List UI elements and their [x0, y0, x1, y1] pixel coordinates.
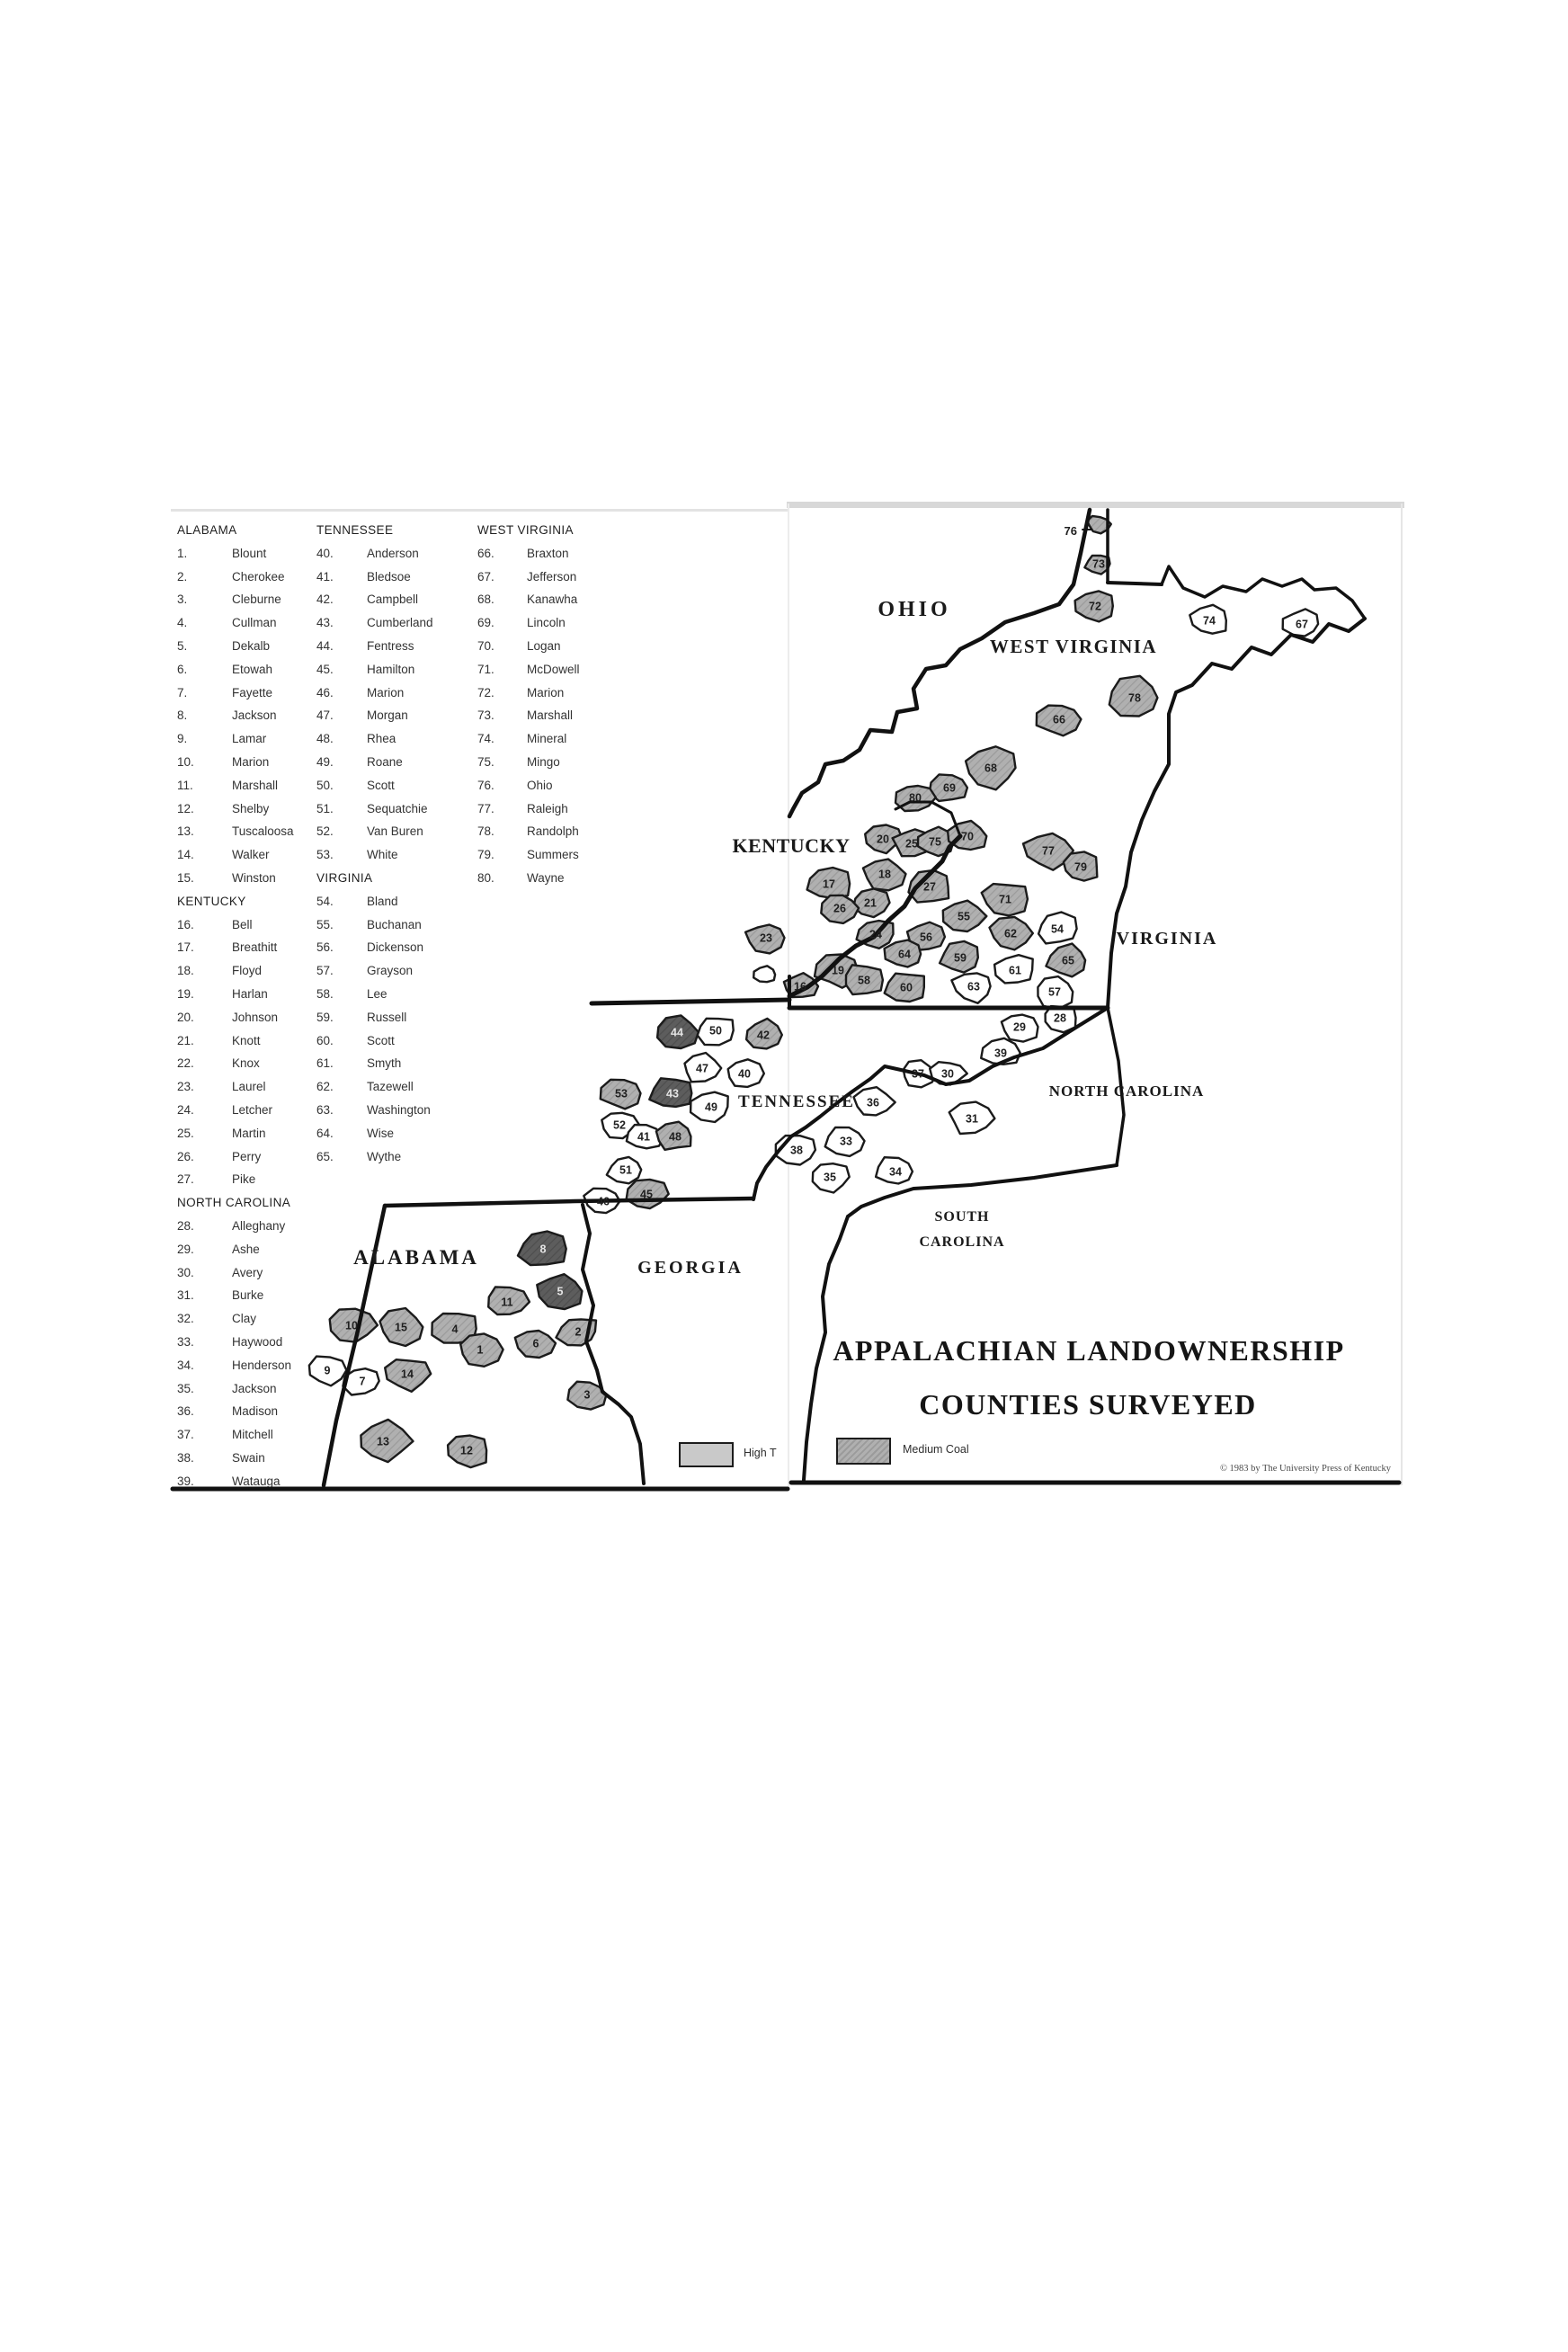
county-number: 56.: [316, 940, 334, 955]
county-number: 72.: [477, 685, 494, 699]
county-name: Marion: [527, 685, 565, 699]
county-number: 52.: [316, 824, 334, 839]
county-number-label: 80: [909, 791, 922, 805]
county-number-label: 16: [794, 980, 806, 993]
county-name: Logan: [527, 639, 561, 653]
state-label-georgia: GEORGIA: [637, 1258, 744, 1278]
county-number-label-outside: 76: [1064, 524, 1077, 538]
county-number: 70.: [477, 639, 494, 653]
county-number: 8.: [177, 708, 188, 723]
county-number: 45.: [316, 662, 334, 676]
county-name: Buchanan: [367, 917, 422, 931]
county-number: 73.: [477, 708, 494, 723]
county-name: Bland: [367, 894, 398, 908]
county-number: 27.: [177, 1172, 194, 1187]
county-name: Scott: [367, 1033, 395, 1047]
county-number: 13.: [177, 824, 194, 839]
county-name: Marshall: [527, 708, 574, 723]
county-number-label: 18: [878, 868, 891, 881]
county-number-label: 7: [359, 1375, 366, 1388]
county-number: 22.: [177, 1056, 194, 1071]
county-number: 58.: [316, 987, 334, 1001]
county-name: Letcher: [232, 1103, 273, 1117]
county-number-label: 55: [958, 910, 970, 923]
county-name: Washington: [367, 1103, 431, 1117]
county-number: 32.: [177, 1312, 194, 1326]
county-number: 80.: [477, 871, 494, 885]
county-name: Summers: [527, 848, 579, 862]
county-number: 41.: [316, 569, 334, 584]
county-number: 33.: [177, 1335, 194, 1349]
county-number-label: 9: [324, 1364, 331, 1377]
county-number: 50.: [316, 778, 334, 792]
county-number: 48.: [316, 732, 334, 746]
county-number-label: 36: [867, 1096, 879, 1109]
state-border: [592, 1000, 789, 1003]
state-label-west-virginia: WEST VIRGINIA: [989, 636, 1158, 657]
county-name: Jackson: [232, 1381, 277, 1395]
county-number: 78.: [477, 824, 494, 839]
county-name: Ohio: [527, 778, 553, 792]
county-number-label: 4: [451, 1323, 459, 1336]
county-name: Bledsoe: [367, 569, 411, 584]
county-name: Kanawha: [527, 592, 578, 607]
county-number-label: 37: [912, 1067, 924, 1081]
county-number-label: 63: [967, 980, 980, 993]
legend-label-high: High T: [744, 1447, 777, 1459]
state-label-kentucky: KENTUCKY: [732, 834, 851, 857]
county-name: Braxton: [527, 546, 569, 560]
state-border: [789, 510, 1090, 816]
county-number-label: 14: [401, 1368, 414, 1381]
state-border: [1108, 619, 1365, 1008]
county-number-label: 74: [1203, 614, 1216, 628]
county-name: Morgan: [367, 708, 408, 723]
county-name: Tazewell: [367, 1080, 414, 1094]
county-name: Tuscaloosa: [232, 824, 294, 839]
state-border: [1108, 583, 1162, 584]
county-number: 5.: [177, 639, 188, 653]
county-number-label: 66: [1053, 713, 1065, 726]
county-name: Russell: [367, 1010, 407, 1024]
county-number-label: 51: [619, 1163, 632, 1177]
county-name: Dickenson: [367, 940, 424, 955]
county-number-label: 38: [790, 1144, 803, 1157]
county-number: 29.: [177, 1242, 194, 1256]
county-name: Floyd: [232, 964, 263, 978]
county-number-label: 45: [640, 1188, 653, 1201]
county-number: 44.: [316, 639, 334, 653]
county-name: Wythe: [367, 1149, 402, 1163]
county-number: 57.: [316, 964, 334, 978]
county-number: 59.: [316, 1010, 334, 1024]
county-number: 62.: [316, 1080, 334, 1094]
county-number-label: 57: [1048, 985, 1061, 999]
county-name: Madison: [232, 1404, 279, 1419]
county-number: 51.: [316, 801, 334, 815]
county-number: 53.: [316, 848, 334, 862]
county-name: Cumberland: [367, 616, 433, 630]
county-name: Randolph: [527, 824, 579, 839]
county-name: Laurel: [232, 1080, 266, 1094]
county-number: 4.: [177, 616, 188, 630]
county-number-label: 11: [501, 1296, 513, 1309]
county-name: Campbell: [367, 592, 419, 607]
county-number: 60.: [316, 1033, 334, 1047]
county-number: 26.: [177, 1149, 194, 1163]
county-number: 20.: [177, 1010, 194, 1024]
county-number-label: 67: [1296, 618, 1308, 631]
county-number: 65.: [316, 1149, 334, 1163]
county-number-label: 34: [889, 1165, 902, 1179]
county-name: Smyth: [367, 1056, 402, 1071]
county-number: 9.: [177, 732, 188, 746]
county-number-label: 65: [1062, 954, 1074, 967]
county-number: 3.: [177, 592, 188, 607]
state-label-tennessee: TENNESSEE: [738, 1092, 855, 1111]
state-border: [583, 1205, 644, 1483]
county-number: 18.: [177, 964, 194, 978]
county-number: 71.: [477, 662, 494, 676]
county-number: 17.: [177, 940, 194, 955]
county-name: Henderson: [232, 1358, 292, 1372]
county-number-label: 27: [923, 880, 936, 894]
county-name: Blount: [232, 546, 267, 560]
county-number-label: 60: [900, 981, 913, 994]
county-number-label: 23: [760, 931, 772, 945]
county-number-label: 1: [477, 1343, 484, 1357]
county-name: Wise: [367, 1126, 394, 1140]
county-number-label: 28: [1054, 1011, 1066, 1025]
county-name: Cullman: [232, 616, 277, 630]
map-title-line2: COUNTIES SURVEYED: [919, 1388, 1257, 1421]
county-number-label: 46: [597, 1195, 610, 1208]
state-border: [385, 1195, 753, 1208]
county-name: Watauga: [232, 1474, 281, 1488]
county-number-label: 70: [961, 830, 974, 843]
county-number: 67.: [477, 569, 494, 584]
county-number: 61.: [316, 1056, 334, 1071]
county-name: Swain: [232, 1451, 265, 1465]
county-name: Grayson: [367, 964, 414, 978]
state-section-header: VIRGINIA: [316, 871, 373, 885]
county-name: Bell: [232, 917, 253, 931]
county-name: Winston: [232, 871, 276, 885]
county-number: 37.: [177, 1428, 194, 1442]
county-number: 10.: [177, 755, 194, 769]
county-number: 38.: [177, 1451, 194, 1465]
county-number-label: 3: [584, 1388, 591, 1402]
legend-label-medium: Medium Coal: [903, 1443, 969, 1456]
county-number-label: 35: [824, 1171, 836, 1184]
county-number-label: 29: [1013, 1020, 1026, 1034]
county-name: Jackson: [232, 708, 277, 723]
state-section-header: ALABAMA: [177, 523, 237, 537]
county-name: Raleigh: [527, 801, 568, 815]
county-number-label: 56: [920, 931, 932, 944]
county-number-label: 44: [671, 1026, 683, 1039]
county-number-label: 68: [984, 762, 997, 775]
state-label-south: SOUTH: [934, 1209, 990, 1225]
county-name: Rhea: [367, 732, 396, 746]
county-number: 75.: [477, 755, 494, 769]
county-number: 31.: [177, 1288, 194, 1303]
county-number: 39.: [177, 1474, 194, 1488]
county-number-label: 72: [1089, 600, 1101, 613]
county-number-label: 53: [615, 1087, 628, 1100]
county-number-label: 62: [1004, 927, 1017, 940]
state-label-alabama: ALABAMA: [353, 1246, 479, 1269]
county-number: 30.: [177, 1265, 194, 1279]
county-number-label: 61: [1009, 964, 1021, 977]
county-number: 47.: [316, 708, 334, 723]
county-number-label: 43: [666, 1087, 679, 1100]
state-label-carolina: CAROLINA: [919, 1234, 1005, 1250]
county-number-label: 21: [864, 896, 877, 910]
county-number: 36.: [177, 1404, 194, 1419]
county-name: Clay: [232, 1312, 257, 1326]
county-number-label: 58: [858, 974, 870, 987]
county-name: Walker: [232, 848, 270, 862]
county-number-label: 25: [905, 837, 918, 851]
county-number-label: 50: [709, 1024, 722, 1038]
state-section-header: TENNESSEE: [316, 523, 394, 537]
county-number: 74.: [477, 732, 494, 746]
county-number: 28.: [177, 1219, 194, 1233]
county-name: White: [367, 848, 398, 862]
county-name: Mineral: [527, 732, 567, 746]
county-number: 40.: [316, 546, 334, 560]
county-number-label: 77: [1042, 844, 1055, 858]
county-number-label: 8: [539, 1243, 547, 1256]
county-number-label: 12: [460, 1444, 473, 1457]
county-number-label: 15: [395, 1321, 407, 1334]
county-number-label: 2: [575, 1325, 582, 1339]
county-number-label: 10: [345, 1319, 358, 1332]
county-number: 66.: [477, 546, 494, 560]
county-name: Harlan: [232, 987, 268, 1001]
county-name: Anderson: [367, 546, 419, 560]
county-number-label: 20: [877, 833, 889, 846]
county-name: Roane: [367, 755, 403, 769]
legend-swatch-high: [679, 1442, 734, 1467]
county-number: 55.: [316, 917, 334, 931]
county-number: 54.: [316, 894, 334, 908]
county-number-label: 31: [966, 1112, 978, 1126]
county-name: Hamilton: [367, 662, 415, 676]
county-number: 79.: [477, 848, 494, 862]
county-number-label: 47: [696, 1062, 708, 1075]
county-number: 6.: [177, 662, 188, 676]
county-number-label: 71: [999, 893, 1011, 906]
county-name: Dekalb: [232, 639, 271, 653]
county-number: 49.: [316, 755, 334, 769]
county-name: Scott: [367, 778, 395, 792]
legend-swatch-medium: [836, 1438, 891, 1465]
county-number: 77.: [477, 801, 494, 815]
county-number-label: 78: [1128, 691, 1141, 705]
county-number-label: 30: [941, 1067, 954, 1081]
county-name: Wayne: [527, 871, 565, 885]
county-number-label: 39: [994, 1047, 1007, 1060]
county-name: Martin: [232, 1126, 266, 1140]
county-number-label: 49: [705, 1100, 717, 1114]
county-name: Haywood: [232, 1335, 283, 1349]
state-label-virginia: VIRGINIA: [1116, 929, 1218, 949]
county-number-label: 69: [943, 781, 956, 795]
county-number-label: 24: [869, 928, 882, 941]
county-name: Sequatchie: [367, 801, 428, 815]
county-number-label: 52: [613, 1118, 626, 1132]
county-number-label: 73: [1092, 557, 1105, 571]
county-number: 42.: [316, 592, 334, 607]
county-number-label: 41: [637, 1130, 650, 1144]
state-label-north-carolina: NORTH CAROLINA: [1048, 1082, 1205, 1100]
county-name: Knox: [232, 1056, 260, 1071]
county-number: 1.: [177, 546, 188, 560]
county-number-label: 48: [669, 1130, 682, 1144]
county-name: Etowah: [232, 662, 273, 676]
county-name: Alleghany: [232, 1219, 286, 1233]
county-name: Mitchell: [232, 1428, 273, 1442]
county-name: Lamar: [232, 732, 267, 746]
county-number: 15.: [177, 871, 194, 885]
copyright-notice: © 1983 by The University Press of Kentucky: [1219, 1464, 1391, 1474]
county-name: Johnson: [232, 1010, 279, 1024]
county-name: Avery: [232, 1265, 263, 1279]
state-border: [1162, 566, 1365, 619]
county-name: Marion: [367, 685, 405, 699]
county-name: Cherokee: [232, 569, 285, 584]
county-number-label: 59: [954, 951, 967, 965]
county-number: 14.: [177, 848, 194, 862]
county-shape: [753, 966, 775, 982]
county-number-label: 13: [377, 1435, 389, 1448]
county-number: 24.: [177, 1103, 194, 1117]
county-number: 19.: [177, 987, 194, 1001]
county-number: 11.: [177, 778, 193, 792]
county-number: 64.: [316, 1126, 334, 1140]
county-name: Knott: [232, 1033, 261, 1047]
county-number: 35.: [177, 1381, 194, 1395]
county-name: Lincoln: [527, 616, 566, 630]
county-number: 7.: [177, 685, 188, 699]
county-name: Fentress: [367, 639, 414, 653]
county-number: 63.: [316, 1103, 334, 1117]
state-section-header: NORTH CAROLINA: [177, 1196, 291, 1210]
county-name: Perry: [232, 1149, 262, 1163]
county-number-label: 79: [1074, 860, 1087, 874]
county-number-label: 17: [823, 878, 835, 891]
county-number: 69.: [477, 616, 494, 630]
county-number: 25.: [177, 1126, 194, 1140]
county-number: 21.: [177, 1033, 194, 1047]
county-number-label: 40: [738, 1067, 751, 1081]
county-number: 2.: [177, 569, 188, 584]
county-number: 68.: [477, 592, 494, 607]
county-name: Lee: [367, 987, 388, 1001]
county-number: 46.: [316, 685, 334, 699]
county-number-label: 6: [532, 1337, 539, 1350]
county-number: 23.: [177, 1080, 194, 1094]
county-name: Jefferson: [527, 569, 577, 584]
state-section-header: KENTUCKY: [177, 894, 246, 908]
county-name: Mingo: [527, 755, 560, 769]
county-number-label: 75: [929, 835, 941, 849]
county-name: Marshall: [232, 778, 279, 792]
map-title-line1: APPALACHIAN LANDOWNERSHIP: [833, 1334, 1345, 1367]
county-number: 76.: [477, 778, 494, 792]
county-number-label: 42: [757, 1029, 770, 1042]
county-name: Fayette: [232, 685, 273, 699]
county-number-label: 5: [557, 1285, 564, 1298]
state-section-header: WEST VIRGINIA: [477, 523, 574, 537]
county-name: Van Buren: [367, 824, 423, 839]
county-number: 43.: [316, 616, 334, 630]
county-name: Marion: [232, 755, 270, 769]
county-name: Shelby: [232, 801, 270, 815]
county-number: 12.: [177, 801, 194, 815]
county-name: Cleburne: [232, 592, 281, 607]
county-number-label: 33: [840, 1135, 852, 1148]
county-number: 16.: [177, 917, 194, 931]
county-number-label: 54: [1051, 922, 1064, 936]
county-name: McDowell: [527, 662, 580, 676]
county-name: Burke: [232, 1288, 264, 1303]
county-number-label: 19: [832, 964, 844, 977]
county-number-label: 64: [898, 948, 911, 961]
county-name: Pike: [232, 1172, 256, 1187]
county-name: Ashe: [232, 1242, 260, 1256]
state-label-ohio: OHIO: [878, 598, 951, 621]
county-number: 34.: [177, 1358, 194, 1372]
county-name: Breathitt: [232, 940, 278, 955]
county-number-label: 26: [833, 902, 846, 915]
